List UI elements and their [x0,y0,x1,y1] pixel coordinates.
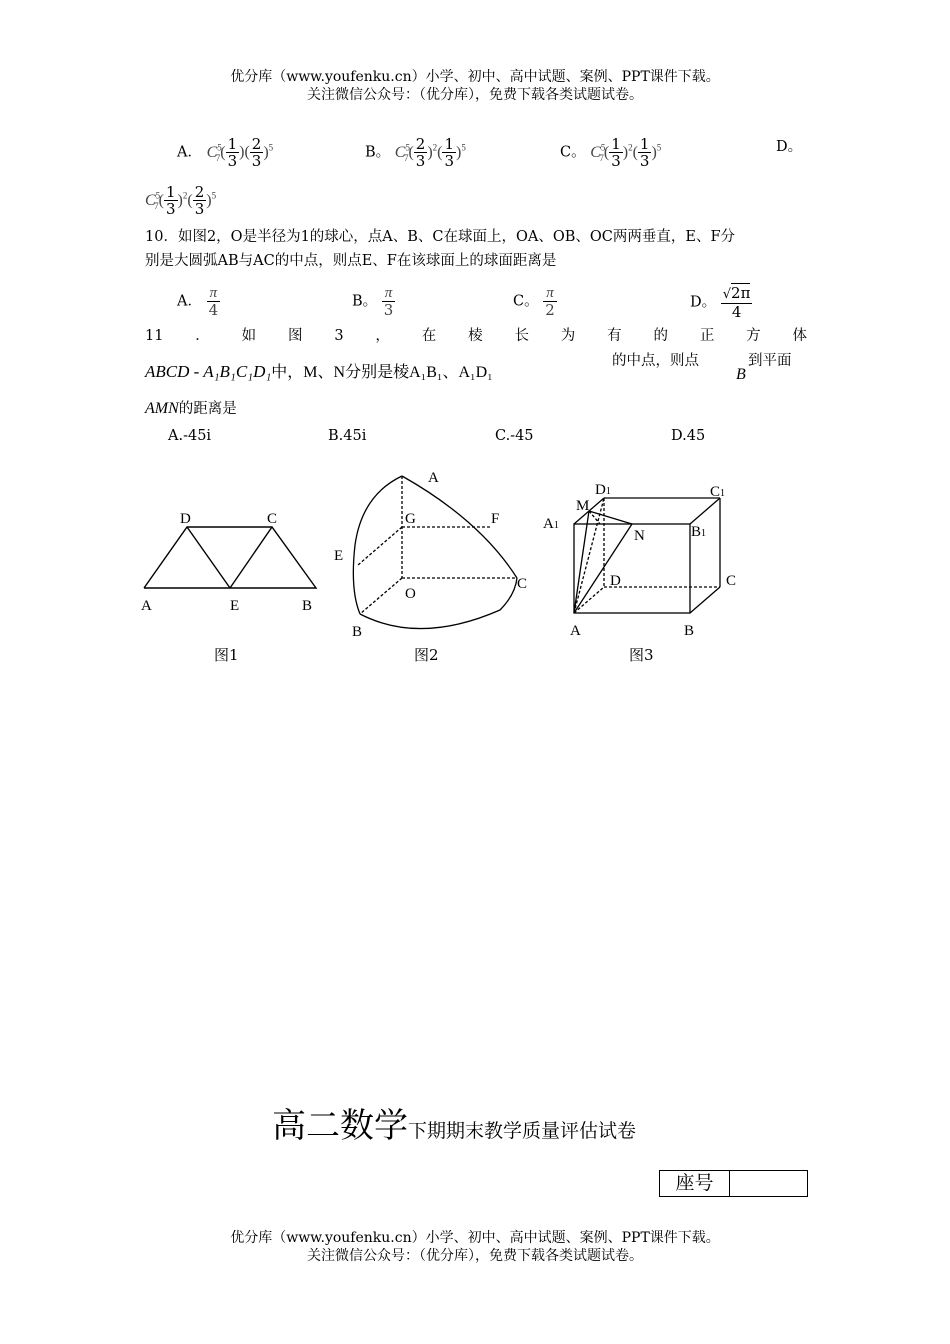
fig1-label-a: A [141,598,152,614]
fig3-mn [589,511,632,524]
seat-number-box [659,1170,808,1197]
fig1-label-d: D [180,511,191,527]
q9-option-c: C。 $C^5_7$( $\frac{1}{3}$ )$^2$( $\frac{1}{3}$ )$^5$ [560,135,662,170]
q11-line-1: 11 ． 如 图 3 ， 在 棱 长 为 有 的 正 方 体 [145,328,807,344]
q9-option-b: B。 $C^5_7$( $\frac{2}{3}$ )$^2$( $\frac{1}{3}$ )$^5$ [365,135,466,170]
fig3-caption: 图3 [629,646,654,664]
seat-number-label: 座号 [660,1171,730,1196]
q9-option-d: $C^5_7$( $\frac{1}{3}$ )$^2$( $\frac{2}{3}$ )$^5$ [145,183,217,218]
fig3-label-a: A [570,623,581,639]
fig3-front-face [574,524,690,613]
fig1-ec [230,527,272,588]
q10-option-d: D。 $\frac{√2\pi}{4}$ [690,284,751,321]
fig3-label-a1: A1 [543,516,559,532]
exam-title-main: 高二数学 [272,1106,408,1146]
fig2-arc-ab [353,476,402,614]
q10-line-1: 10．如图2，O是半径为1的球心，点A、B、C在球面上，OA、OB、OC两两垂直，E、F分 [145,229,736,245]
fig1-trapezoid [144,527,316,588]
figure-3 [574,498,720,613]
fig2-label-o: O [405,586,416,602]
fig2-label-a: A [428,470,439,486]
fig1-caption: 图1 [214,646,239,664]
q9-option-a: A． $C^5_7$( $\frac{1}{3}$ )( $\frac{2}{3}$ )$^5$ [177,135,274,170]
q11-midpoint-text: 的中点，则点 [612,353,699,369]
q11-line-3: AMN的距离是 [145,400,237,417]
q10-option-a: A． $\frac{\pi}{4}$ [177,285,219,319]
fig3-label-b: B [684,623,695,639]
fig1-label-b: B [302,598,313,614]
figure-2 [353,476,517,629]
fig3-bc [690,587,720,613]
exam-title [272,1098,636,1147]
q11-option-c: C.-45 [495,428,534,444]
fig1-de [187,527,230,588]
fig3-an [574,524,632,613]
footer-line-1: 优分库（www.youfenku.cn）小学、初中、高中试题、案例、PPT课件下载。 [230,1230,720,1246]
figure-1 [144,527,316,588]
fig2-label-g: G [405,511,416,527]
q10-option-c: C。 $\frac{\pi}{2}$ [513,285,555,319]
fig3-label-c1: C1 [710,484,726,500]
fig2-label-b: B [352,624,363,640]
fig2-ob [360,578,402,614]
fig3-label-d: D [610,573,621,589]
q11-option-d: D.45 [671,428,706,444]
fig2-label-c: C [517,576,528,592]
q11-cube-name: ABCD - A₁B₁C₁D₁ [145,362,272,381]
q9-option-d-label: D。 [776,139,803,155]
fig3-b1c1 [690,498,720,524]
q11-option-a: A.-45i [168,428,212,444]
exam-title-sub: 下期期末教学质量评估试卷 [408,1120,637,1142]
q10-line-2: 别是大圆弧AB与AC的中点，则点E、F在该球面上的球面距离是 [145,253,557,269]
header-line-1: 优分库（www.youfenku.cn）小学、初中、高中试题、案例、PPT课件下载。 [230,69,720,85]
fig3-label-c: C [726,573,737,589]
fig3-label-d1: D1 [595,482,611,498]
fig3-label-n: N [634,528,645,544]
fig2-label-f: F [491,511,500,527]
fig2-caption: 图2 [414,646,439,664]
fig2-arc-bc [360,578,517,629]
fig3-label-m: M [576,498,590,514]
q11-point-b: B [736,366,746,383]
fig2-label-e: E [334,548,344,564]
q11-line-2: ABCD - A₁B₁C₁D₁中，M、N分别是棱A₁B₁、A₁D₁ [145,362,493,381]
seat-number-field[interactable] [730,1171,807,1196]
q10-option-b: B。 $\frac{\pi}{3}$ [352,285,394,319]
fig1-label-e: E [230,598,240,614]
q11-to-plane: 到平面 [748,353,792,369]
fig2-ge [358,527,402,565]
header-line-2: 关注微信公众号：（优分库），免费下载各类试题试卷。 [307,87,643,103]
q11-option-b: B.45i [328,428,367,444]
footer-line-2: 关注微信公众号：（优分库），免费下载各类试题试卷。 [307,1248,643,1264]
fig1-label-c: C [267,511,278,527]
fig3-label-b1: B1 [691,524,707,540]
